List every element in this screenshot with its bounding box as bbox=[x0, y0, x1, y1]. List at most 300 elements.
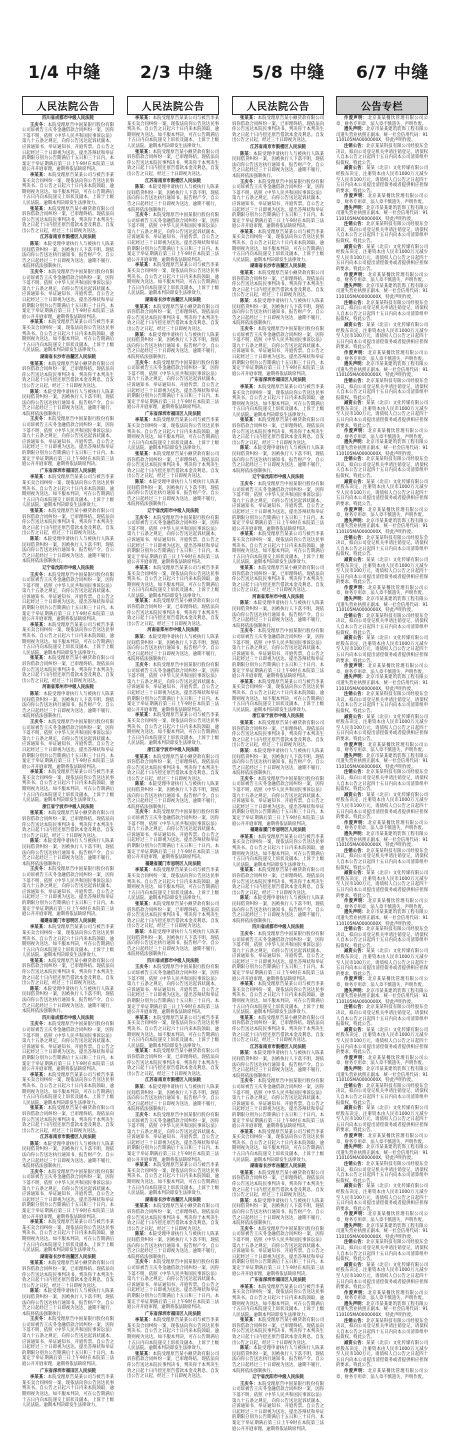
notice-text: 北京某某科技有限公司经股东会决议，拟向公司登记机关申请注销登记，请债权人自本公告之日起四十五日内向本公司清算组申报债权。特此公告。 bbox=[336, 535, 428, 558]
notice-text: 北京某某科技有限公司经股东会决议，拟向公司登记机关申请注销登记，请债权人自本公告之日起四十五日内向本公司清算组申报债权。特此公告。 bbox=[336, 1240, 428, 1263]
notice-text: 北京某某科技有限公司经股东会决议，拟向公司登记机关申请注销登记，请债权人自本公告之日起四十五日内向本公司清算组申报债权。特此公告。 bbox=[336, 927, 428, 949]
court-name: 浙江省宁波市中级人民法院 bbox=[147, 747, 199, 753]
notice-text: 本院受理原告中国某银行股份有限公司诉被告王庆冬金融借款合同纠纷一案，因你下落不明，依照《中华人民共和国民事诉讼法》第九十五条之规定，向你公告送达起诉状副本、应诉通知书、举证通知书、开庭传票。自公告之日起经过三十日即视为送达。提出答辩状和举证的期限分别为公告期满后十五日和三十日内。本案定于举证期满后第三日上午9时在本院第三法庭公开开庭审理，逾期将依法缺席判决。 bbox=[127, 213, 220, 263]
notice-name: 李某某： bbox=[135, 1318, 153, 1324]
notice-text: 北京某某餐饮管理有限公司公章、财务专用章、法人章不慎遗失，声明作废。 bbox=[336, 1055, 429, 1067]
court-name: 湖南省长沙市岳麓区人民法院 bbox=[250, 264, 306, 270]
notice-text: 本院受理原告某小额贷款有限公司诉你借款合同纠纷一案，已审理终结。现依法向你公告送达本院民事判决书，判决你于本判决生效之日起十日内偿还原告借款本金及利息。自发出公告之日起，经过三十日即视为送达。 bbox=[232, 720, 325, 749]
notice-name: 作废声明： bbox=[344, 272, 368, 278]
notice-paragraph bbox=[127, 965, 219, 1015]
notice-text: 本院受理申请执行人与被执行人陈某民间借贷纠纷一案，因被执行人下落不明，现依法向你公告送达执行通知书、报告财产令。自公告之日起经过三十日即视为送达，逾期不履行，本院将依法强制执行。 bbox=[127, 635, 220, 663]
court-name: 辽宁省沈阳市中级人民法院 bbox=[252, 1375, 304, 1381]
notice-paragraph bbox=[336, 927, 428, 949]
notice-paragraph bbox=[232, 566, 324, 594]
notice-name: 减资公告： bbox=[344, 322, 367, 328]
notice-text: 本院受理原告某某公司与被告李某某买卖合同纠纷一案，现依法向你公告送达民事判决书。自公告之日起六十日内来本院领取，逾期则视为送达。如不服本判决，可在公告期满后十五日内向本院递交上诉状及副本，上诉于上级人民法院。逾期本判决即发生法律效力。 bbox=[22, 1072, 115, 1106]
notice-text: 本院受理原告中国某银行股份有限公司诉被告王庆冬金融借款合同纠纷一案，因你下落不明，依照《中华人民共和国民事诉讼法》第九十五条之规定，向你公告送达起诉状副本、应诉通知书、举证通知书、开庭传票。自公告之日起经过三十日即视为送达。提出答辩状和举证的期限分别为公告期满后十五日和三十日内。本案定于举证期满后第三日上午9时在本院第三法庭公开开庭审理，逾期将依法缺席判决。 bbox=[127, 810, 220, 861]
notice-text: 本院受理原告中国某银行股份有限公司诉被告王庆冬金融借款合同纠纷一案，因你下落不明，依照《中华人民共和国民事诉讼法》第九十五条之规定，向你公告送达起诉状副本、应诉通知书、举证通知书、开庭传票。自公告之日起经过三十日即视为送达。提出答辩状和举证的期限分别为公告期满后十五日和三十日内。本案定于举证期满后第三日上午9时在本院第三法庭公开开庭审理，逾期将依法缺席判决。 bbox=[232, 1079, 325, 1130]
notice-paragraph bbox=[336, 692, 428, 714]
notice-name: 陈某： bbox=[240, 896, 254, 902]
notice-name: 张某某： bbox=[30, 811, 48, 817]
notice-paragraph bbox=[22, 475, 114, 509]
notice-paragraph bbox=[232, 385, 324, 419]
notice-paragraph bbox=[22, 1142, 114, 1170]
court-name: 湖南省长沙市岳麓区人民法院 bbox=[250, 1164, 306, 1170]
notice-text: 本院受理原告某小额贷款有限公司诉你借款合同纠纷一案，已审理终结。现依法向你公告送达本院民事判决书，判决你于本判决生效之日起十日内偿还原告借款本金及利息。自发出公告之日起，经过三十日即视为送达。 bbox=[127, 452, 220, 480]
notice-paragraph bbox=[22, 656, 114, 684]
notice-text: 本院受理申请执行人与被执行人陈某民间借贷纠纷一案，因被执行人下落不明，现依法向你公告送达执行通知书、报告财产令。自公告之日起经过三十日即视为送达，逾期不履行，本院将依法强制执行。 bbox=[232, 1346, 325, 1374]
notice-paragraph bbox=[232, 299, 324, 327]
notice-name: 王庆冬： bbox=[135, 1260, 153, 1266]
court-name: 江苏省南京市鼓楼区人民法院 bbox=[40, 235, 96, 241]
notice-text: 某某（北京）文化传媒有限公司经股东决定，注册资本由人民币1000万元减少至人民币100万元，请债权人自公告之日起四十五日内向本公司提出清偿债务或者提供相应担保的要求。特此公告。 bbox=[336, 244, 428, 273]
notice-name: 李某某： bbox=[135, 565, 153, 571]
notice-paragraph bbox=[22, 362, 114, 390]
notice-name: 减资公告： bbox=[344, 949, 367, 955]
notice-paragraph bbox=[336, 664, 428, 675]
court-name: 广东省深圳市福田区人民法院 bbox=[250, 378, 306, 384]
notice-paragraph bbox=[336, 1005, 428, 1027]
notice-text: 北京某某餐饮管理有限公司公章、财务专用章、法人章不慎遗失，声明作废。 bbox=[336, 1134, 429, 1145]
notice-text: 本院受理原告中国某银行股份有限公司诉被告王庆冬金融借款合同纠纷一案，因你下落不明，依照《中华人民共和国民事诉讼法》第九十五条之规定，向你公告送达起诉状副本、应诉通知书、举证通知书、开庭传票。自公告之日起经过三十日即视为送达。提出答辩状和举证的期限分别为公告期满后十五日和三十日内。本案定于举证期满后第三日上午9时在本院第三法庭公开开庭审理，逾期将依法缺席判决。 bbox=[22, 270, 115, 320]
notice-paragraph bbox=[127, 263, 219, 297]
notice-name: 王庆冬： bbox=[240, 326, 258, 332]
notice-paragraph bbox=[232, 629, 324, 679]
notice-paragraph bbox=[22, 839, 114, 867]
notice-paragraph bbox=[127, 361, 219, 411]
notice-paragraph bbox=[336, 558, 428, 586]
notice-text: 本院受理原告某某公司与被告李某某买卖合同纠纷一案，现依法向你公告送达民事判决书。自公告之日起六十日内来本院领取，逾期则视为送达。如不服本判决，可在公告期满后十五日内向本院递交上诉状及副本，上诉于上级人民法院。逾期本判决即发生法律效力。 bbox=[232, 532, 325, 566]
notice-text: 本院受理原告中国某银行股份有限公司诉被告王庆冬金融借款合同纠纷一案，因你下落不明，依照《中华人民共和国民事诉讼法》第九十五条之规定，向你公告送达起诉状副本、应诉通知书、举证通知书、开庭传票。自公告之日起经过三十日即视为送达。提出答辩状和举证的期限分别为公告期满后十五日和三十日内。本案定于举证期满后第三日上午9时在本院第三法庭公开开庭审理，逾期将依法缺席判决。 bbox=[232, 326, 325, 377]
notice-text: 本院受理申请执行人与被执行人陈某民间借贷纠纷一案，因被执行人下落不明，现依法向你公告送达执行通知书、报告财产令。自公告之日起经过三十日即视为送达，逾期不履行，本院将依法强制执行。 bbox=[232, 299, 325, 327]
court-name: 广东省深圳市福田区人民法院 bbox=[250, 1278, 306, 1284]
notice-paragraph bbox=[127, 1113, 219, 1163]
notice-text: 某某（北京）文化传媒有限公司经股东决定，注册资本由人民币1000万元减少至人民币100万元，请债权人自公告之日起四十五日内向本公司提出清偿债务或者提供相应担保的要求。特此公告。 bbox=[336, 871, 428, 899]
notice-name: 遗失声明： bbox=[344, 518, 367, 524]
notice-text: 北京某某餐饮管理有限公司公章、财务专用章、法人章不慎遗失，声明作废。 bbox=[336, 664, 429, 675]
notice-text: 北京市某某建筑装饰工程有限公司遗失营业执照正副本，统一社会信用代码：91110105MA0000000X，特此声明作废。 bbox=[336, 440, 428, 457]
notice-name: 注销公告： bbox=[344, 1240, 367, 1246]
notice-name: 张某某： bbox=[240, 868, 258, 874]
notice-name: 减资公告： bbox=[344, 1106, 367, 1112]
notice-name: 减资公告： bbox=[344, 871, 367, 877]
notice-name: 减资公告： bbox=[344, 1262, 367, 1268]
notice-paragraph bbox=[22, 623, 114, 657]
notice-paragraph bbox=[232, 418, 324, 446]
notice-text: 本院受理原告中国某银行股份有限公司诉被告王庆冬金融借款合同纠纷一案，因你下落不明，依照《中华人民共和国民事诉讼法》第九十五条之规定，向你公告送达起诉状副本、应诉通知书、举证通知书、开庭传票。自公告之日起经过三十日即视为送达。提出答辩状和举证的期限分别为公告期满后十五日和三十日内。本案定于举证期满后第三日上午9时在本院第三法庭公开开庭审理，逾期将依法缺席判决。 bbox=[22, 572, 115, 623]
notice-name: 王庆冬： bbox=[135, 360, 153, 366]
court-name: 江苏省南京市鼓楼区人民法院 bbox=[250, 144, 306, 150]
notice-paragraph bbox=[127, 868, 219, 902]
notice-text: 本院受理原告某某公司与被告李某某买卖合同纠纷一案，现依法向你公告送达民事判决书。自公告之日起六十日内来本院领取，逾期则视为送达。如不服本判决，可在公告期满后十五日内向本院递交上诉状及副本，上诉于上级人民法院。逾期本判决即发生法律效力。 bbox=[127, 565, 220, 599]
notice-name: 张某某： bbox=[240, 720, 258, 726]
notice-text: 某某（北京）文化传媒有限公司经股东决定，注册资本由人民币1000万元减少至人民币100万元，请债权人自公告之日起四十五日内向本公司提出清偿债务或者提供相应担保的要求。特此公告。 bbox=[336, 1341, 428, 1369]
notice-paragraph bbox=[22, 867, 114, 917]
notice-text: 本院受理申请执行人与被执行人陈某民间借贷纠纷一案，因被执行人下落不明，现依法向你公告送达执行通知书、报告财产令。自公告之日起经过三十日即视为送达，逾期不履行，本院将依法强制执行。 bbox=[22, 536, 115, 565]
notice-paragraph bbox=[336, 194, 428, 205]
notice-paragraph bbox=[336, 1134, 428, 1145]
notice-name: 张某某： bbox=[30, 1261, 48, 1267]
notice-text: 北京某某餐饮管理有限公司公章、财务专用章、法人章不慎遗失，声明作废。 bbox=[336, 429, 429, 440]
col-header-3: 5/8 中缝 bbox=[252, 63, 325, 83]
notice-name: 陈某： bbox=[30, 986, 44, 992]
notice-paragraph bbox=[127, 930, 219, 958]
notice-paragraph bbox=[336, 206, 428, 223]
notice-name: 王庆冬： bbox=[30, 719, 48, 725]
notice-name: 张某某： bbox=[135, 1351, 153, 1357]
notice-name: 注销公告： bbox=[344, 457, 367, 463]
notice-name: 李某某： bbox=[30, 1375, 48, 1381]
column-2 bbox=[127, 96, 220, 1380]
court-name: 湖南省长沙市岳麓区人民法院 bbox=[40, 1254, 96, 1260]
notice-name: 张某某： bbox=[240, 565, 258, 571]
notice-text: 本院受理原告某某公司与被告李某某买卖合同纠纷一案，现依法向你公告送达民事判决书。自公告之日起六十日内来本院领取，逾期则视为送达。如不服本判决，可在公告期满后十五日内向本院递交上诉状及副本，上诉于上级人民法院。逾期本判决即发生法律效力。 bbox=[232, 982, 325, 1016]
notice-paragraph bbox=[336, 989, 428, 1006]
notice-name: 张某某： bbox=[135, 901, 153, 907]
notice-paragraph bbox=[336, 977, 428, 988]
notice-paragraph bbox=[127, 1016, 219, 1050]
notice-name: 作废声明： bbox=[344, 742, 368, 748]
notice-text: 本院受理原告中国某银行股份有限公司诉被告王庆冬金融借款合同纠纷一案，因你下落不明，依照《中华人民共和国民事诉讼法》第九十五条之规定，向你公告送达起诉状副本、应诉通知书、举证通知书、开庭传票。自公告之日起经过三十日即视为送达。提出答辩状和举证的期限分别为公告期满后十五日和三十日内。本案定于举证期满后第三日上午9时在本院第三法庭公开开庭审理，逾期将依法缺席判决。 bbox=[232, 1381, 325, 1432]
column-4 bbox=[336, 96, 429, 1380]
notice-paragraph bbox=[22, 1317, 114, 1367]
notice-text: 本院受理原告中国某银行股份有限公司诉被告王庆冬金融借款合同纠纷一案，因你下落不明，依照《中华人民共和国民事诉讼法》第九十五条之规定，向你公告送达起诉状副本、应诉通知书、举证通知书、开庭传票。自公告之日起经过三十日即视为送达。提出答辩状和举证的期限分别为公告期满后十五日和三十日内。本案定于举证期满后第三日上午9时在本院第三法庭公开开庭审理，逾期将依法缺席判决。 bbox=[22, 1317, 115, 1368]
notice-text: 本院受理原告中国某银行股份有限公司诉被告王庆冬金融借款合同纠纷一案，因你下落不明，依照《中华人民共和国民事诉讼法》第九十五条之规定，向你公告送达起诉状副本、应诉通知书、举证通知书、开庭传票。自公告之日起经过三十日即视为送达。提出答辩状和举证的期限分别为公告期满后十五日和三十日内。本案定于举证期满后第三日上午9时在本院第三法庭公开开庭审理，逾期将依法缺席判决。 bbox=[22, 719, 115, 770]
notice-name: 减资公告： bbox=[344, 1341, 367, 1347]
notice-text: 本院受理原告某小额贷款有限公司诉你借款合同纠纷一案，已审理终结。现依法向你公告送达本院民事判决书，判决你于本判决生效之日起十日内偿还原告借款本金及利息。自发出公告之日起，经过三十日即视为送达。 bbox=[127, 754, 220, 782]
notice-text: 本院受理原告某小额贷款有限公司诉你借款合同纠纷一案，已审理终结。现依法向你公告送达本院民事判决书，判决你于本判决生效之日起十日内偿还原告借款本金及利息。自发出公告之日起，经过三十日即视为送达。 bbox=[232, 868, 325, 896]
notice-paragraph bbox=[22, 987, 114, 1015]
notice-name: 陈某： bbox=[30, 242, 44, 248]
notice-text: 本院受理原告某某公司与被告李某某买卖合同纠纷一案，现依法向你公告送达民事判决书。自公告之日起六十日内来本院领取，逾期则视为送达。如不服本判决，可在公告期满后十五日内向本院递交上诉状及副本，上诉于上级人民法院。逾期本判决即发生法律效力。 bbox=[232, 384, 325, 418]
notice-name: 张某某： bbox=[240, 1015, 258, 1021]
notice-text: 本院受理原告某小额贷款有限公司诉你借款合同纠纷一案，已审理终结。现依法向你公告送达本院民事判决书，判决你于本判决生效之日起十日内偿还原告借款本金及利息。自发出公告之日起，经过三十日即视为送达。 bbox=[22, 508, 115, 537]
notice-paragraph bbox=[22, 123, 114, 173]
notice-name: 遗失声明： bbox=[344, 832, 367, 837]
notice-paragraph bbox=[232, 446, 324, 474]
notice-paragraph bbox=[22, 959, 114, 987]
notice-text: 本院受理原告某小额贷款有限公司诉你借款合同纠纷一案，已审理终结。现依法向你公告送达本院民事判决书，判决你于本判决生效之日起十日内偿还原告借款本金及利息。自发出公告之日起，经过三十日即视为送达。 bbox=[22, 1106, 115, 1134]
notice-paragraph bbox=[22, 925, 114, 959]
notice-name: 注销公告： bbox=[344, 143, 367, 149]
column-1 bbox=[22, 96, 115, 1409]
notice-paragraph bbox=[336, 127, 428, 144]
notice-paragraph bbox=[232, 1318, 324, 1346]
notice-paragraph bbox=[336, 1263, 428, 1291]
notice-name: 李某某： bbox=[135, 263, 153, 269]
notice-paragraph bbox=[127, 1085, 219, 1113]
notice-name: 注销公告： bbox=[344, 300, 367, 306]
notice-paragraph bbox=[232, 835, 324, 869]
notice-text: 某某（北京）文化传媒有限公司经股东决定，注册资本由人民币1000万元减少至人民币100万元，请债权人自公告之日起四十五日内向本公司提出清偿债务或者提供相应担保的要求。特此公告。 bbox=[336, 1106, 428, 1134]
notice-name: 注销公告： bbox=[344, 927, 367, 933]
notice-text: 北京市某某建筑装饰工程有限公司遗失营业执照正副本，统一社会信用代码：91110105MA0000000X，特此声明作废。 bbox=[336, 127, 428, 144]
notice-paragraph bbox=[127, 1049, 219, 1077]
notice-name: 陈某： bbox=[30, 389, 44, 395]
notice-name: 注销公告： bbox=[344, 1083, 367, 1089]
notice-paragraph bbox=[127, 213, 219, 263]
notice-name: 王庆冬： bbox=[135, 1112, 153, 1118]
notice-text: 本院受理申请执行人与被执行人陈某民间借贷纠纷一案，因被执行人下落不明，现依法向你公告送达执行通知书、报告财产令。自公告之日起经过三十日即视为送达，逾期不履行，本院将依法强制执行。 bbox=[22, 242, 115, 270]
notice-text: 本院受理原告某某公司与被告李某某买卖合同纠纷一案，现依法向你公告送达民事判决书。自公告之日起六十日内来本院领取，逾期则视为送达。如不服本判决，可在公告期满后十五日内向本院递交上诉状及副本，上诉于上级人民法院。逾期本判决即发生法律效力。 bbox=[127, 1015, 220, 1049]
notice-name: 陈某： bbox=[135, 480, 149, 485]
notice-text: 本院受理原告某小额贷款有限公司诉你借款合同纠纷一案，已审理终结。现依法向你公告送达本院民事判决书，判决你于本判决生效之日起十日内偿还原告借款本金及利息。自发出公告之日起，经过三十日即视为送达。 bbox=[127, 1204, 220, 1232]
notice-paragraph bbox=[22, 1106, 114, 1134]
notice-name: 注销公告： bbox=[344, 378, 367, 384]
column-text bbox=[22, 116, 114, 1409]
notice-paragraph bbox=[232, 721, 324, 749]
notice-text: 本院受理原告某某公司与被告李某某买卖合同纠纷一案，现依法向你公告送达民事判决书。自公告之日起六十日内来本院领取，逾期则视为送达。如不服本判决，可在公告期满后十五日内向本院递交上诉状及副本，上诉于上级人民法院。逾期本判决即发生法律效力。 bbox=[232, 229, 325, 263]
court-name: 河南省郑州市中级人民法院 bbox=[147, 628, 199, 634]
notice-paragraph bbox=[22, 270, 114, 320]
notice-paragraph bbox=[232, 1346, 324, 1374]
notice-name: 遗失声明： bbox=[344, 753, 367, 759]
notice-name: 王庆冬： bbox=[30, 417, 48, 423]
notice-text: 北京某某餐饮管理有限公司公章、财务专用章、法人章不慎遗失，声明作废。 bbox=[336, 820, 429, 832]
notice-name: 李某某： bbox=[240, 834, 258, 840]
notice-name: 作废声明： bbox=[344, 820, 368, 826]
notice-name: 陈某： bbox=[240, 601, 254, 607]
notice-text: 北京市某某建筑装饰工程有限公司遗失营业执照正副本，统一社会信用代码：91110105MA0000000X，特此声明作废。 bbox=[336, 1066, 428, 1084]
notice-text: 本院受理原告中国某银行股份有限公司诉被告王庆冬金融借款合同纠纷一案，因你下落不明，依照《中华人民共和国民事诉讼法》第九十五条之规定，向你公告送达起诉状副本、应诉通知书、举证通知书、开庭传票。自公告之日起经过三十日即视为送达。提出答辩状和举证的期限分别为公告期满后十五日和三十日内。本案定于举证期满后第三日上午9时在本院第三法庭公开开庭审理，逾期将依法缺席判决。 bbox=[22, 417, 115, 468]
notice-name: 张某某： bbox=[240, 271, 258, 277]
notice-name: 王庆冬： bbox=[135, 810, 153, 816]
notice-text: 本院受理原告某某公司与被告李某某买卖合同纠纷一案，现依法向你公告送达民事判决书。自公告之日起六十日内来本院领取，逾期则视为送达。如不服本判决，可在公告期满后十五日内向本院递交上诉状及副本，上诉于上级人民法院。逾期本判决即发生法律效力。 bbox=[22, 770, 115, 804]
notice-paragraph bbox=[336, 715, 428, 743]
notice-name: 张某某： bbox=[30, 508, 48, 514]
notice-paragraph bbox=[232, 1051, 324, 1079]
notice-text: 本院受理原告某小额贷款有限公司诉你借款合同纠纷一案，已审理终结。现依法向你公告送达本院民事判决书，判决你于本判决生效之日起十日内偿还原告借款本金及利息。自发出公告之日起，经过三十日即视为送达。 bbox=[22, 958, 115, 987]
notice-paragraph bbox=[127, 599, 219, 627]
notice-text: 本院受理原告某某公司与被告李某某买卖合同纠纷一案，现依法向你公告送达民事判决书。自公告之日起六十日内来本院领取，逾期则视为送达。如不服本判决，可在公告期满后十五日内向本院递交上诉状及副本，上诉于上级人民法院。逾期本判决即发生法律效力。 bbox=[127, 1318, 220, 1352]
court-name: 江苏省南京市鼓楼区人民法院 bbox=[40, 1135, 96, 1141]
notice-name: 李某某： bbox=[135, 116, 153, 121]
notice-paragraph bbox=[232, 680, 324, 714]
notice-text: 北京市某某建筑装饰工程有限公司遗失营业执照正副本，统一社会信用代码：91110105MA0000000X，特此声明作废。 bbox=[336, 283, 428, 300]
notice-name: 王庆冬： bbox=[240, 482, 258, 487]
notice-paragraph bbox=[336, 457, 428, 479]
notice-name: 王庆冬： bbox=[135, 515, 153, 521]
notice-name: 李某某： bbox=[240, 384, 258, 390]
notice-text: 本院受理原告某小额贷款有限公司诉你借款合同纠纷一案，已审理终结。现依法向你公告送达本院民事判决书，判决你于本判决生效之日起十日内偿还原告借款本金及利息。自发出公告之日起，经过三十日即视为送达。 bbox=[22, 1261, 115, 1289]
column-text bbox=[127, 116, 219, 1380]
notice-text: 本院受理原告中国某银行股份有限公司诉被告王庆冬金融借款合同纠纷一案，因你下落不明，依照《中华人民共和国民事诉讼法》第九十五条之规定，向你公告送达起诉状副本、应诉通知书、举证通知书、开庭传票。自公告之日起经过三十日即视为送达。提出答辩状和举证的期限分别为公告期满后十五日和三十日内。本案定于举证期满后第三日上午9时在本院第三法庭公开开庭审理，逾期将依法缺席判决。 bbox=[232, 629, 325, 680]
notice-name: 李某某： bbox=[240, 1284, 258, 1290]
court-name: 湖南省长沙市岳麓区人民法院 bbox=[40, 354, 96, 360]
court-name: 湖南省长沙市岳麓区人民法院 bbox=[145, 298, 201, 303]
notice-paragraph bbox=[22, 720, 114, 770]
notice-name: 张某某： bbox=[135, 452, 153, 458]
notice-paragraph bbox=[22, 573, 114, 623]
notice-name: 减资公告： bbox=[344, 1027, 367, 1033]
court-name: 广东省深圳市福田区人民法院 bbox=[40, 468, 96, 474]
notice-text: 某某（北京）文化传媒有限公司经股东决定，注册资本由人民币1000万元减少至人民币100万元，请债权人自公告之日起四十五日内向本公司提出清偿债务或者提供相应担保的要求。特此公告。 bbox=[336, 636, 428, 664]
notice-name: 张某某： bbox=[30, 361, 48, 367]
notice-paragraph bbox=[127, 333, 219, 361]
notice-paragraph bbox=[232, 749, 324, 777]
notice-text: 本院受理原告某小额贷款有限公司诉你借款合同纠纷一案，已审理终结。现依法向你公告送达本院民事判决书，判决你于本判决生效之日起十日内偿还原告借款本金及利息。自发出公告之日起，经过三十日即视为送达。 bbox=[232, 1015, 325, 1044]
notice-name: 注销公告： bbox=[344, 770, 367, 776]
court-name: 浙江省宁波市中级人民法院 bbox=[42, 804, 94, 810]
notice-text: 本院受理原告某小额贷款有限公司诉你借款合同纠纷一案，已审理终结。现依法向你公告送达本院民事判决书，判决你于本判决生效之日起十日内偿还原告借款本金及利息。自发出公告之日起，经过三十日即视为送达。 bbox=[232, 116, 325, 144]
notice-paragraph bbox=[336, 519, 428, 536]
notice-name: 张某某： bbox=[30, 656, 48, 662]
notice-paragraph bbox=[336, 770, 428, 792]
notice-name: 陈某： bbox=[240, 1198, 254, 1204]
notice-text: 某某（北京）文化传媒有限公司经股东决定，注册资本由人民币1000万元减少至人民币100万元，请债权人自公告之日起四十五日内向本公司提出清偿债务或者提供相应担保的要求。特此公告。 bbox=[336, 1262, 428, 1291]
notice-name: 王庆冬： bbox=[240, 629, 258, 635]
notice-text: 本院受理原告某小额贷款有限公司诉你借款合同纠纷一案，已审理终结。现依法向你公告送达本院民事判决书，判决你于本判决生效之日起十日内偿还原告借款本金及利息。自发出公告之日起，经过三十日即视为送达。 bbox=[127, 1049, 220, 1077]
notice-paragraph bbox=[336, 597, 428, 614]
notice-paragraph bbox=[127, 566, 219, 600]
notice-text: 本院受理申请执行人与被执行人陈某民间借贷纠纷一案，因被执行人下落不明，现依法向你公告送达执行通知书、报告财产令。自公告之日起经过三十日即视为送达，逾期不履行，本院将依法强制执行。 bbox=[232, 1198, 325, 1227]
notice-name: 张某某： bbox=[240, 1170, 258, 1176]
notice-name: 遗失声明： bbox=[344, 283, 367, 289]
notice-paragraph bbox=[336, 1145, 428, 1162]
notice-name: 陈某： bbox=[30, 1289, 44, 1295]
column-text bbox=[336, 116, 428, 1380]
notice-text: 本院受理原告中国某银行股份有限公司诉被告王庆冬金融借款合同纠纷一案，因你下落不明，依照《中华人民共和国民事诉讼法》第九十五条之规定，向你公告送达起诉状副本、应诉通知书、举证通知书、开庭传票。自公告之日起经过三十日即视为送达。提出答辩状和举证的期限分别为公告期满后十五日和三十日内。本案定于举证期满后第三日上午9时在本院第三法庭公开开庭审理，逾期将依法缺席判决。 bbox=[22, 867, 115, 918]
notice-paragraph bbox=[22, 770, 114, 804]
notice-text: 某某（北京）文化传媒有限公司经股东决定，注册资本由人民币1000万元减少至人民币100万元，请债权人自公告之日起四十五日内向本公司提出清偿债务或者提供相应担保的要求。特此公告。 bbox=[336, 714, 428, 742]
notice-text: 本院受理原告中国某银行股份有限公司诉被告王庆冬金融借款合同纠纷一案，因你下落不明，依照《中华人民共和国民事诉讼法》第九十五条之规定，向你公告送达起诉状副本、应诉通知书、举证通知书、开庭传票。自公告之日起经过三十日即视为送达。提出答辩状和举证的期限分别为公告期满后十五日和三十日内。本案定于举证期满后第三日上午9时在本院第三法庭公开开庭审理，逾期将依法缺席判决。 bbox=[22, 1169, 115, 1220]
notice-text: 本院受理原告某小额贷款有限公司诉你借款合同纠纷一案，已审理终结。现依法向你公告送达本院民事判决书，判决你于本判决生效之日起十日内偿还原告借款本金及利息。自发出公告之日起，经过三十日即视为送达。 bbox=[232, 565, 325, 594]
court-name: 辽宁省沈阳市中级人民法院 bbox=[42, 565, 94, 571]
notice-paragraph bbox=[232, 932, 324, 982]
notice-text: 本院受理申请执行人与被执行人陈某民间借贷纠纷一案，因被执行人下落不明，现依法向你公告送达执行通知书、报告财产令。自公告之日起经过三十日即视为送达，逾期不履行，本院将依法强制执行。 bbox=[127, 782, 220, 810]
notice-name: 张某某： bbox=[135, 1204, 153, 1210]
notice-name: 遗失声明： bbox=[344, 205, 367, 211]
court-name: 福建省厦门市思明区人民法院 bbox=[145, 861, 201, 867]
notice-paragraph bbox=[127, 1352, 219, 1380]
notice-name: 遗失声明： bbox=[344, 362, 367, 368]
notice-text: 北京某某餐饮管理有限公司公章、财务专用章、法人章不慎遗失，声明作废。 bbox=[336, 116, 429, 127]
notice-paragraph bbox=[232, 1130, 324, 1164]
notice-name: 李某某： bbox=[30, 320, 48, 326]
notice-paragraph bbox=[22, 390, 114, 418]
notice-paragraph bbox=[232, 482, 324, 532]
notice-paragraph bbox=[336, 743, 428, 754]
notice-text: 北京市某某建筑装饰工程有限公司遗失营业执照正副本，统一社会信用代码：91110105MA0000000X，特此声明作废。 bbox=[336, 988, 428, 1005]
col-header-2: 2/3 中缝 bbox=[140, 63, 213, 83]
notice-name: 张某某： bbox=[30, 1106, 48, 1112]
notice-paragraph bbox=[127, 635, 219, 663]
notice-text: 北京某某科技有限公司经股东会决议，拟向公司登记机关申请注销登记，请债权人自本公告之日起四十五日内向本公司清算组申报债权。特此公告。 bbox=[336, 300, 428, 323]
court-name: 河南省郑州市中级人民法院 bbox=[42, 685, 94, 691]
notice-paragraph bbox=[22, 692, 114, 720]
notice-text: 本院受理原告某某公司与被告李某某买卖合同纠纷一案，现依法向你公告送达民事判决书。自公告之日起六十日内来本院领取，逾期则视为送达。如不服本判决，可在公告期满后十五日内向本院递交上诉状及副本，上诉于上级人民法院。逾期本判决即发生法律效力。 bbox=[127, 116, 220, 149]
notice-text: 本院受理原告中国某银行股份有限公司诉被告王庆冬金融借款合同纠纷一案，因你下落不明，依照《中华人民共和国民事诉讼法》第九十五条之规定，向你公告送达起诉状副本、应诉通知书、举证通知书、开庭传票。自公告之日起经过三十日即视为送达。提出答辩状和举证的期限分别为公告期满后十五日和三十日内。本案定于举证期满后第三日上午9时在本院第三法庭公开开庭审理，逾期将依法缺席判决。 bbox=[232, 1226, 325, 1277]
notice-text: 北京某某餐饮管理有限公司公章、财务专用章、法人章不慎遗失，声明作废。 bbox=[336, 1290, 429, 1302]
notice-name: 张某某： bbox=[135, 599, 153, 605]
notice-text: 北京市某某建筑装饰工程有限公司遗失营业执照正副本，统一社会信用代码：91110105MA0000000X，特此声明作废。 bbox=[336, 910, 428, 927]
notice-text: 北京某某餐饮管理有限公司公章、财务专用章、法人章不慎遗失，声明作废。 bbox=[336, 977, 429, 989]
notice-paragraph bbox=[127, 782, 219, 810]
notice-paragraph bbox=[232, 1227, 324, 1277]
notice-name: 张某某： bbox=[135, 304, 153, 310]
notice-paragraph bbox=[336, 508, 428, 519]
notice-text: 本院受理申请执行人与被执行人陈某民间借贷纠纷一案，因被执行人下落不明，现依法向你公告送达执行通知书、报告财产令。自公告之日起经过三十日即视为送达，逾期不履行，本院将依法强制执行。 bbox=[232, 151, 325, 179]
notice-paragraph bbox=[336, 832, 428, 849]
notice-name: 陈某： bbox=[30, 691, 44, 697]
notice-text: 本院受理原告中国某银行股份有限公司诉被告王庆冬金融借款合同纠纷一案，因你下落不明，依照《中华人民共和国民事诉讼法》第九十五条之规定，向你公告送达起诉状副本、应诉通知书、举证通知书、开庭传票。自公告之日起经过三十日即视为送达。提出答辩状和举证的期限分别为公告期满后十五日和三十日内。本案定于举证期满后第三日上午9时在本院第三法庭公开开庭审理，逾期将依法缺席判决。 bbox=[22, 1022, 115, 1073]
notice-paragraph bbox=[336, 284, 428, 301]
notice-name: 张某某： bbox=[240, 418, 258, 424]
notice-name: 作废声明： bbox=[344, 899, 368, 905]
court-name: 辽宁省沈阳市中级人民法院 bbox=[252, 475, 304, 481]
notice-text: 本院受理原告中国某银行股份有限公司诉被告王庆冬金融借款合同纠纷一案，因你下落不明，依照《中华人民共和国民事诉讼法》第九十五条之规定，向你公告送达起诉状副本、应诉通知书、举证通知书、开庭传票。自公告之日起经过三十日即视为送达。提出答辩状和举证的期限分别为公告期满后十五日和三十日内。本案定于举证期满后第三日上午9时在本院第三法庭公开开庭审理，逾期将依法缺席判决。 bbox=[127, 663, 220, 713]
notice-text: 北京某某餐饮管理有限公司公章、财务专用章、法人章不慎遗失，声明作废。 bbox=[336, 585, 429, 597]
notice-paragraph bbox=[336, 166, 428, 194]
notice-paragraph bbox=[336, 480, 428, 508]
notice-text: 本院受理申请执行人与被执行人陈某民间借贷纠纷一案，因被执行人下落不明，现依法向你公告送达执行通知书、报告财产令。自公告之日起经过三十日即视为送达，逾期不履行，本院将依法强制执行。 bbox=[22, 986, 115, 1015]
notice-name: 陈某： bbox=[135, 635, 149, 641]
notice-name: 陈某： bbox=[135, 185, 149, 191]
notice-name: 作废声明： bbox=[344, 194, 368, 200]
court-name: 江苏省南京市鼓楼区人民法院 bbox=[145, 178, 201, 184]
notice-paragraph bbox=[22, 1170, 114, 1220]
notice-name: 王庆冬： bbox=[135, 663, 153, 668]
notice-name: 陈某： bbox=[240, 299, 254, 304]
notice-text: 本院受理原告中国某银行股份有限公司诉被告王庆冬金融借款合同纠纷一案，因你下落不明，依照《中华人民共和国民事诉讼法》第九十五条之规定，向你公告送达起诉状副本、应诉通知书、举证通知书、开庭传票。自公告之日起经过三十日即视为送达。提出答辩状和举证的期限分别为公告期满后十五日和三十日内。本案定于举证期满后第三日上午9时在本院第三法庭公开开庭审理，逾期将依法缺席判决。 bbox=[127, 360, 220, 411]
notice-text: 北京某某餐饮管理有限公司公章、财务专用章、法人章不慎遗失，声明作废。 bbox=[336, 1212, 429, 1223]
notice-name: 李某某： bbox=[30, 1072, 48, 1078]
notice-text: 本院受理原告某小额贷款有限公司诉你借款合同纠纷一案，已审理终结。现依法向你公告送达本院民事判决书，判决你于本判决生效之日起十日内偿还原告借款本金及利息。自发出公告之日起，经过三十日即视为送达。 bbox=[127, 149, 220, 177]
notice-name: 遗失声明： bbox=[344, 910, 367, 916]
notice-paragraph bbox=[127, 150, 219, 178]
notice-paragraph bbox=[336, 351, 428, 362]
notice-text: 北京某某科技有限公司经股东会决议，拟向公司登记机关申请注销登记，请债权人自本公告之日起四十五日内向本公司清算组申报债权。特此公告。 bbox=[336, 692, 428, 714]
notice-paragraph bbox=[232, 327, 324, 377]
box-title: 人民法院公告 bbox=[22, 96, 114, 115]
notice-paragraph bbox=[336, 1302, 428, 1319]
column-text bbox=[232, 116, 324, 1432]
notice-text: 北京市某某建筑装饰工程有限公司遗失营业执照正副本，统一社会信用代码：91110105MA0000000X，特此声明作废。 bbox=[336, 753, 428, 770]
notice-paragraph bbox=[232, 601, 324, 629]
notice-name: 李某某： bbox=[240, 1129, 258, 1135]
notice-paragraph bbox=[232, 1199, 324, 1227]
notice-name: 遗失声明： bbox=[344, 127, 367, 133]
notice-text: 本院受理原告某某公司与被告李某某买卖合同纠纷一案，现依法向你公告送达民事判决书。自公告之日起六十日内来本院领取，逾期则视为送达。如不服本判决，可在公告期满后十五日内向本院递交上诉状及副本，上诉于上级人民法院。逾期本判决即发生法律效力。 bbox=[127, 263, 220, 297]
notice-name: 王庆冬： bbox=[240, 1226, 258, 1232]
notice-text: 本院受理原告某某公司与被告李某某买卖合同纠纷一案，现依法向你公告送达民事判决书。自公告之日起六十日内来本院领取，逾期则视为送达。如不服本判决，可在公告期满后十五日内向本院递交上诉状及副本，上诉于上级人民法院。逾期本判决即发生法律效力。 bbox=[22, 925, 115, 959]
notice-paragraph bbox=[232, 152, 324, 180]
notice-text: 北京某某科技有限公司经股东会决议，拟向公司登记机关申请注销登记，请债权人自本公告之日起四十五日内向本公司清算组申报债权。特此公告。 bbox=[336, 1318, 428, 1341]
notice-paragraph bbox=[127, 810, 219, 860]
notice-text: 本院受理申请执行人与被执行人陈某民间借贷纠纷一案，因被执行人下落不明，现依法向你公告送达执行通知书、报告财产令。自公告之日起经过三十日即视为送达，逾期不履行，本院将依法强制执行。 bbox=[22, 389, 115, 417]
notice-name: 李某某： bbox=[135, 868, 153, 874]
notice-paragraph bbox=[336, 301, 428, 323]
notice-text: 北京某某餐饮管理有限公司公章、财务专用章、法人章不慎遗失，声明作废。 bbox=[336, 1369, 429, 1380]
notice-paragraph bbox=[127, 663, 219, 713]
notice-text: 本院受理原告某小额贷款有限公司诉你借款合同纠纷一案，已审理终结。现依法向你公告送达本院民事判决书，判决你于本判决生效之日起十日内偿还原告借款本金及利息。自发出公告之日起，经过三十日即视为送达。 bbox=[232, 1318, 325, 1346]
notice-text: 北京某某科技有限公司经股东会决议，拟向公司登记机关申请注销登记，请债权人自本公告之日起四十五日内向本公司清算组申报债权。特此公告。 bbox=[336, 378, 428, 401]
notice-name: 作废声明： bbox=[344, 585, 368, 591]
notice-name: 减资公告： bbox=[344, 557, 367, 563]
notice-name: 注销公告： bbox=[344, 848, 367, 854]
notice-text: 本院受理原告中国某银行股份有限公司诉被告王庆冬金融借款合同纠纷一案，因你下落不明，依照《中华人民共和国民事诉讼法》第九十五条之规定，向你公告送达起诉状副本、应诉通知书、举证通知书、开庭传票。自公告之日起经过三十日即视为送达。提出答辩状和举证的期限分别为公告期满后十五日和三十日内。本案定于举证期满后第三日上午9时在本院第三法庭公开开庭审理，逾期将依法缺席判决。 bbox=[127, 1112, 220, 1163]
notice-name: 李某某： bbox=[30, 622, 48, 628]
court-name: 福建省厦门市思明区人民法院 bbox=[250, 828, 306, 834]
notice-paragraph bbox=[336, 899, 428, 910]
notice-text: 本院受理原告中国某银行股份有限公司诉被告王庆冬金融借款合同纠纷一案，因你下落不明，依照《中华人民共和国民事诉讼法》第九十五条之规定，向你公告送达起诉状副本、应诉通知书、举证通知书、开庭传票。自公告之日起经过三十日即视为送达。提出答辩状和举证的期限分别为公告期满后十五日和三十日内。本案定于举证期满后第三日上午9时在本院第三法庭公开开庭审理，逾期将依法缺席判决。 bbox=[232, 179, 325, 230]
notice-paragraph bbox=[336, 1056, 428, 1067]
notice-name: 作废声明： bbox=[344, 429, 368, 435]
notice-name: 注销公告： bbox=[344, 222, 367, 228]
notice-name: 作废声明： bbox=[344, 116, 368, 121]
court-name: 河南省郑州市中级人民法院 bbox=[252, 594, 304, 600]
notice-paragraph bbox=[22, 320, 114, 354]
